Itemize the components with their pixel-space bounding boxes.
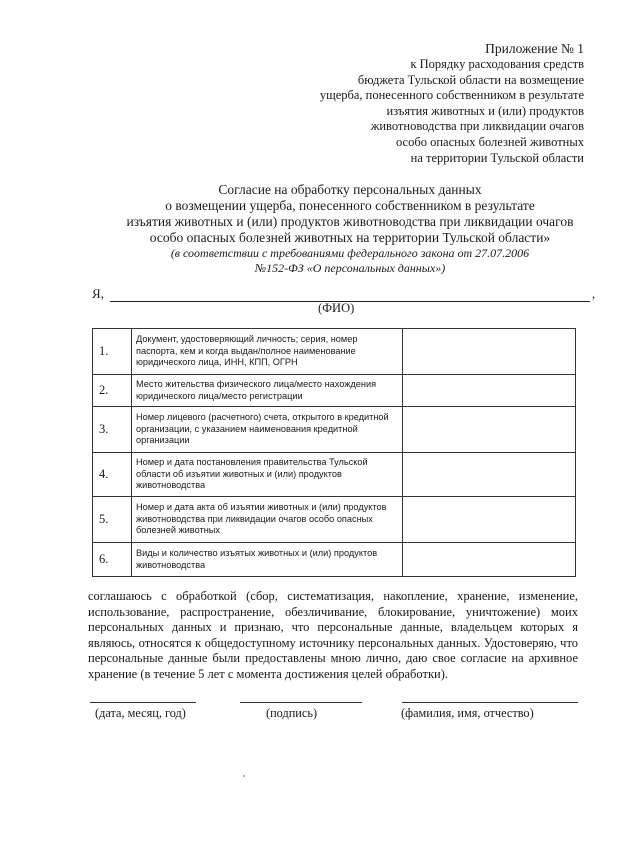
row-description: Номер и дата постановления правительства Тульской области об изъятии животных и (или) продуктов животноводства	[132, 453, 403, 497]
date-caption: (дата, месяц, год)	[95, 706, 186, 720]
full-name-caption: (фамилия, имя, отчество)	[401, 706, 534, 720]
row-description: Виды и количество изъятых животных и (или) продуктов животноводства	[132, 543, 403, 577]
row-description: Номер лицевого (расчетного) счета, открытого в кредитной организации, с указанием наименования кредитной организации	[132, 407, 403, 453]
row-number: 4.	[93, 453, 132, 497]
row-number: 5.	[93, 497, 132, 543]
row-value-cell[interactable]	[403, 407, 576, 453]
appendix-header	[284, 40, 584, 166]
appendix-line: изъятия животных и (или) продуктов	[386, 103, 584, 118]
title-line: особо опасных болезней животных на территории Тульской области»	[149, 230, 551, 245]
row-value-cell[interactable]	[403, 329, 576, 375]
row-value-cell[interactable]	[403, 375, 576, 407]
table-row	[93, 453, 576, 497]
row-number: 3.	[93, 407, 132, 453]
document-title	[60, 182, 640, 276]
title-line: Согласие на обработку персональных данных	[218, 182, 482, 197]
fio-caption: (ФИО)	[318, 301, 355, 315]
table-row	[93, 543, 576, 577]
appendix-line: на территории Тульской области	[410, 150, 584, 165]
fio-prefix: Я,	[92, 286, 104, 301]
row-value-cell[interactable]	[403, 497, 576, 543]
row-number: 2.	[93, 375, 132, 407]
appendix-line: особо опасных болезней животных	[396, 134, 584, 149]
row-number: 6.	[93, 543, 132, 577]
row-value-cell[interactable]	[403, 543, 576, 577]
title-line: о возмещении ущерба, понесенного собственником в результате	[165, 198, 535, 213]
signature-caption: (подпись)	[266, 706, 318, 720]
signature-line[interactable]	[240, 702, 362, 703]
scan-speck	[243, 775, 245, 777]
row-description: Номер и дата акта об изъятии животных и (или) продуктов животноводства при ликвидации очагов особо опасных болезней животных	[132, 497, 403, 543]
row-description: Документ, удостоверяющий личность; серия, номер паспорта, кем и когда выдан/полное наименование юридического лица, ИНН, КПП, ОГРН	[132, 329, 403, 375]
title-line: изъятия животных и (или) продуктов животноводства при ликвидации очагов	[126, 214, 574, 229]
fio-suffix: ,	[591, 286, 596, 301]
table-row	[93, 329, 576, 375]
appendix-number: Приложение № 1	[485, 41, 584, 56]
fio-field-row	[92, 286, 595, 302]
table-row	[93, 407, 576, 453]
row-number: 1.	[93, 329, 132, 375]
appendix-line: ущерба, понесенного собственником в результате	[319, 88, 584, 103]
row-description: Место жительства физического лица/место нахождения юридического лица/место регистрации	[132, 375, 403, 407]
appendix-line: к Порядку расходования средств	[410, 57, 584, 71]
appendix-line: бюджета Тульской области на возмещение	[357, 72, 584, 87]
personal-data-table	[92, 328, 576, 577]
appendix-line: животноводства при ликвидации очагов	[370, 119, 584, 134]
law-reference: №152-ФЗ «О персональных данных»)	[254, 261, 446, 275]
table-row	[93, 375, 576, 407]
consent-paragraph: соглашаюсь с обработкой (сбор, систематизация, накопление, хранение, изменение, использование, распространение, обезличивание, блокирование, уничтожение) моих персональных данных и признаю, что персональные данные, владельцем которых я являюсь, относятся к общедоступному источнику персональных данных. Удостоверяю, что персональные данные были предоставлены мною лично, даю свое согласие на архивное хранение (в течение 5 лет с момента достижения целей обработки).	[88, 589, 578, 681]
row-value-cell[interactable]	[403, 453, 576, 497]
table-row	[93, 497, 576, 543]
full-name-signature-line[interactable]	[402, 702, 578, 703]
law-reference: (в соответствии с требованиями федерального закона от 27.07.2006	[170, 246, 530, 260]
date-signature-line[interactable]	[90, 702, 196, 703]
